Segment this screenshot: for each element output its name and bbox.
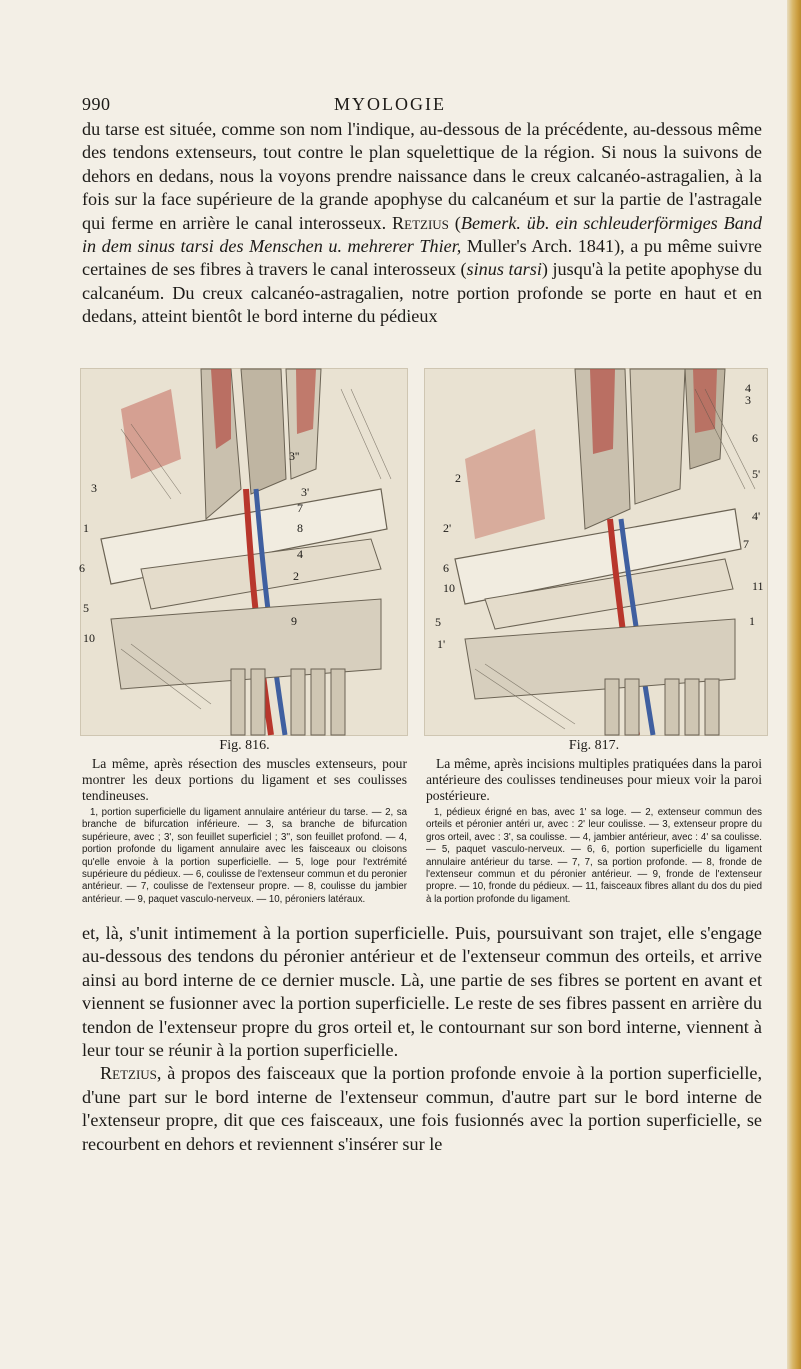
page-number: 990 xyxy=(82,94,111,114)
page-edge xyxy=(787,0,801,1369)
latin-term: sinus tarsi xyxy=(466,259,542,280)
figure-label: 1 xyxy=(83,521,89,535)
figure-label: 11 xyxy=(752,579,764,593)
author-name: Retzius xyxy=(392,212,449,233)
figure-817-caption xyxy=(426,738,762,906)
figure-816-illustration xyxy=(80,368,408,736)
figure-legend: 1, portion superficielle du ligament annulaire antérieur du tarse. — 2, sa branche de bifurcation inférieure. — 3, sa branche de bifurcation supérieure, avec ; 3', son feuillet superficiel ; 3'', son feuillet profond. — 4, portion profonde du ligament annulaire avec les faisceaux ou cloisons qu'elle envoie à la portion superficielle. — 5, loge pour l'extrémité supérieure du pédieux. — 6, coulisse de l'extenseur commun et du peronier antérieur. — 7, coulisse de l'extenseur propre. — 8, coulisse du jambier antérieur. — 9, paquet vasculo-nerveux. — 10, péroniers latéraux. xyxy=(82,807,407,905)
figure-label: 1' xyxy=(437,637,446,651)
figure-label: 3' xyxy=(301,485,310,499)
page-header xyxy=(0,94,780,120)
figure-title: Fig. 817. xyxy=(568,738,620,753)
figure-label: 2 xyxy=(293,569,299,583)
running-title: MYOLOGIE xyxy=(334,94,446,114)
figure-label: 10 xyxy=(83,631,95,645)
figure-label: 5' xyxy=(752,467,761,481)
figure-label: 9 xyxy=(291,614,297,628)
figure-label: 3 xyxy=(745,393,751,407)
figure-label: 7 xyxy=(743,537,749,551)
figure-label: 5 xyxy=(83,601,89,615)
figure-label: 2' xyxy=(443,521,452,535)
foot-dissection-drawing xyxy=(81,369,407,735)
figure-label: 6 xyxy=(752,431,758,445)
figure-label: 6 xyxy=(443,561,449,575)
figure-caption-text: La même, après incisions multiples pratiquées dans la paroi antérieure des coulisses tendineuses pour mieux voir la paroi postérieure. xyxy=(426,756,762,803)
figure-label: 1 xyxy=(749,614,755,628)
figure-label: 4 xyxy=(297,547,303,561)
figure-legend: 1, pédieux érigné en bas, avec 1' sa loge. — 2, extenseur commun des orteils et péronier antéri ur, avec : 2' leur coulisse. — 3, extenseur propre du gros orteil, avec : 3', sa coulisse. — 4, jambier antérieur, avec : 4' sa coulisse. — 5, paquet vasculo-nerveux. — 6, 6, portion superficielle du ligament annulaire antérieur du tarse. — 7, 7, sa portion profonde. — 8, fronde de l'extenseur commun et du péronier antérieur. — 9, fronde de l'extenseur propre. — 10, fronde du pédieux. — 11, faisceaux fibres allant du dos du pied à la portion profonde du ligament. xyxy=(426,807,762,905)
figure-label: 4 xyxy=(745,381,751,395)
figure-label: 3 xyxy=(91,481,97,495)
body-paragraph-top xyxy=(82,118,762,329)
foot-dissection-drawing xyxy=(425,369,767,735)
paragraph: Retzius, à propos des faisceaux que la portion profonde envoie à la portion superficielle, d'une part sur le bord interne de l'extenseur commun, d'autre part sur le bord interne de l'extenseur propre, dit que ces faisceaux, une fois fusionnés avec la portion superficielle, se recourbent en dehors et reviennent s'insérer sur le xyxy=(82,1063,762,1154)
body-paragraph-bottom xyxy=(82,922,762,1156)
figure-label: 7 xyxy=(297,501,303,515)
figure-label: 8 xyxy=(297,521,303,535)
figure-title: Fig. 816. xyxy=(219,738,270,753)
figure-label: 6 xyxy=(79,561,85,575)
figure-817-illustration xyxy=(424,368,768,736)
figure-label: 5 xyxy=(435,615,441,629)
figure-816-caption xyxy=(82,738,407,906)
figure-caption-text: La même, après résection des muscles extenseurs, pour montrer les deux portions du ligament et ses coulisses tendineuses. xyxy=(82,756,407,803)
author-name: Retzius xyxy=(100,1063,157,1084)
figure-label: 4' xyxy=(752,509,761,523)
paragraph: du tarse est située, comme son nom l'indique, au-dessous de la précédente, au-dessous même des tendons extenseurs, tout contre le plan squelettique de la région. Si nous la suivons de dehors en dedans, nous la voyons prendre naissance dans le creux calcanéo-astragalien, à la fois sur la face supérieure de la grande apophyse du calcanéum et sur la partie de l'astragale qui ferme en arrière le canal interosseux. Retzius (Bemerk. üb. ein schleuderförmiges Band in dem sinus tarsi des Menschen u. mehrerer Thier, Muller's Arch. 1841), a pu même suivre certaines de ses fibres à travers le canal interosseux (sinus tarsi) jusqu'à la petite apophyse du calcanéum. Du creux calcanéo-astragalien, notre portion profonde se porte en haut et en dedans, atteint bientôt le bord interne du pédieux xyxy=(82,119,762,327)
citation-title: Bemerk. üb. ein schleuderförmiges Band in dem sinus tarsi des Menschen u. mehrerer Thier, xyxy=(82,212,762,257)
figure-label: 2 xyxy=(455,471,461,485)
figure-label: 3'' xyxy=(289,449,300,463)
figure-label: 10 xyxy=(443,581,455,595)
paragraph: et, là, s'unit intimement à la portion superficielle. Puis, poursuivant son trajet, elle s'engage au-dessous des tendons du péronier antérieur et de l'extenseur commun des orteils, et arrive ainsi au bord interne de ce dernier muscle. Là, une partie de ses fibres se portent en avant et viennent se fusionner avec la portion superficielle. Le reste de ses fibres passent en arrière du tendon de l'extenseur propre du gros orteil et, le contournant sur son bord interne, viennent à leur tour se réunir à la portion superficielle. xyxy=(82,923,762,1061)
